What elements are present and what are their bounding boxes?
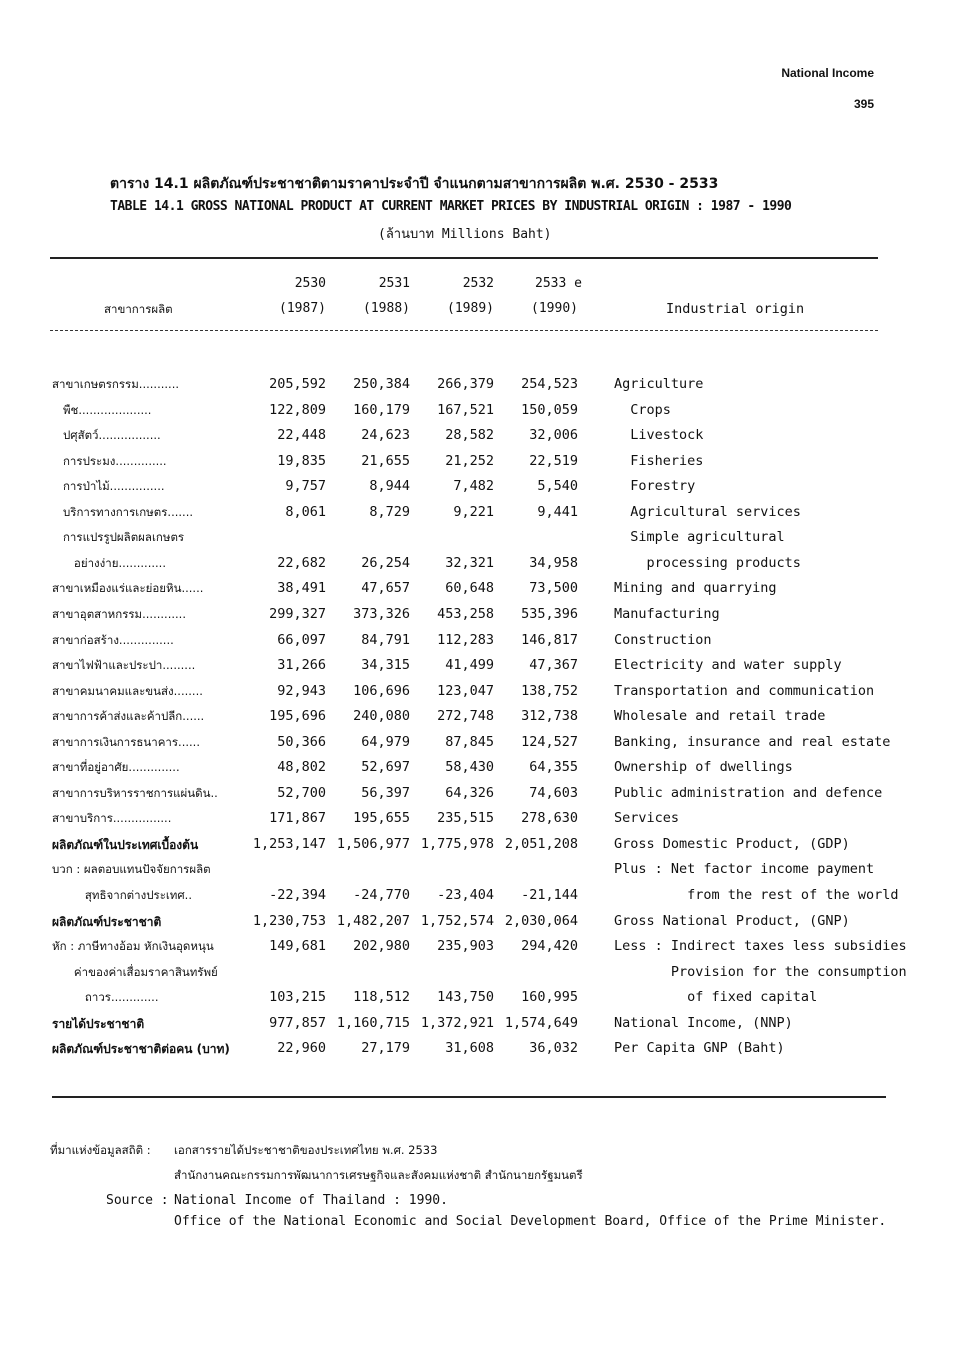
cell-value-4: 1,574,649 xyxy=(504,1014,578,1031)
row-label-thai: การป่าไม้............... xyxy=(52,479,165,494)
year-en-1: (1987) xyxy=(279,301,326,316)
cell-value-1: 50,366 xyxy=(277,733,326,750)
row-label-english: Fisheries xyxy=(614,452,704,469)
row-label-english: Plus : Net factor income payment xyxy=(614,861,875,878)
cell-value-1: 92,943 xyxy=(277,682,326,699)
row-label-thai: สาขาบริการ................ xyxy=(52,811,172,826)
cell-value-4: 294,420 xyxy=(521,938,578,955)
table-row xyxy=(0,683,966,708)
cell-value-3: 58,430 xyxy=(445,759,494,776)
cell-value-4: 64,355 xyxy=(529,759,578,776)
row-label-thai: บริการทางการเกษตร....... xyxy=(52,504,193,519)
row-label-english: from the rest of the world xyxy=(614,887,899,903)
table-row xyxy=(0,606,966,631)
cell-value-2: 21,655 xyxy=(361,452,410,469)
row-label-english: Services xyxy=(614,810,680,827)
cell-value-3: 235,515 xyxy=(437,810,494,827)
row-label-english: Agricultural services xyxy=(614,503,801,520)
cell-value-3: 7,482 xyxy=(453,478,494,495)
cell-value-2: 1,506,977 xyxy=(336,835,410,852)
row-label-thai: ค่าของค่าเสื่อมราคาสินทรัพย์ xyxy=(52,964,218,979)
row-label-thai: การแปรรูปผลิตผลเกษตร xyxy=(52,530,185,545)
row-label-thai: สาขาเหมืองแร่และย่อยหิน...... xyxy=(52,581,204,596)
table-row xyxy=(0,1040,966,1065)
source-thai xyxy=(50,1142,438,1160)
cell-value-3: 235,903 xyxy=(437,938,494,955)
year-th-2: 2531 xyxy=(378,276,410,291)
row-label-english: Crops xyxy=(614,401,671,418)
row-label-thai: สาขาการบริหารราชการแผ่นดิน.. xyxy=(52,785,218,800)
year-en-3: (1989) xyxy=(447,301,494,316)
cell-value-4: 146,817 xyxy=(521,631,578,648)
row-label-english: Construction xyxy=(614,631,712,648)
cell-value-4: 22,519 xyxy=(529,452,578,469)
cell-value-2: 8,944 xyxy=(369,478,410,495)
cell-value-1: 31,266 xyxy=(277,657,326,674)
cell-value-2: 250,384 xyxy=(353,376,410,392)
table-row xyxy=(0,836,966,861)
table-row xyxy=(0,759,966,784)
table-row xyxy=(0,427,966,452)
cell-value-3: 143,750 xyxy=(437,989,494,1006)
cell-value-3: 1,752,574 xyxy=(420,912,494,929)
row-label-thai: ถาวร............. xyxy=(52,990,159,1005)
source-english-line2: Office of the National Economic and Social Development Board, Office of the Prime Minister. xyxy=(174,1214,887,1229)
year-th-3: 2532 xyxy=(462,276,494,291)
row-label-english: Public administration and defence xyxy=(614,784,883,801)
row-label-thai: สาขาก่อสร้าง............... xyxy=(52,632,174,647)
cell-value-3: 453,258 xyxy=(437,605,494,622)
cell-value-4: 32,006 xyxy=(529,427,578,444)
row-label-thai: สาขาที่อยู่อาศัย.............. xyxy=(52,760,180,775)
row-label-english: Wholesale and retail trade xyxy=(614,708,826,725)
row-label-thai: สาขาไฟฟ้าและประปา......... xyxy=(52,658,196,673)
source-english-label: Source : xyxy=(106,1193,169,1208)
table-row xyxy=(0,938,966,963)
cell-value-1: 38,491 xyxy=(277,580,326,597)
cell-value-4: 73,500 xyxy=(529,580,578,597)
cell-value-3: 21,252 xyxy=(445,452,494,469)
table-row xyxy=(0,810,966,835)
row-label-english: of fixed capital xyxy=(614,989,818,1006)
row-label-thai: ผลิตภัณฑ์ประชาชาติต่อคน (บาท) xyxy=(52,1042,230,1057)
row-label-english: National Income, (NNP) xyxy=(614,1014,793,1031)
cell-value-4: 138,752 xyxy=(521,682,578,699)
cell-value-1: 8,061 xyxy=(285,503,326,520)
cell-value-2: 8,729 xyxy=(369,503,410,520)
table-row xyxy=(0,504,966,529)
cell-value-4: 312,738 xyxy=(521,708,578,725)
row-label-thai: สาขาคมนาคมและขนส่ง........ xyxy=(52,683,203,698)
source-thai-label: ที่มาแห่งข้อมูลสถิติ : xyxy=(50,1143,151,1157)
page-number: 395 xyxy=(853,97,874,111)
cell-value-3: 1,775,978 xyxy=(420,835,494,852)
cell-value-1: 52,700 xyxy=(277,784,326,801)
cell-value-1: 1,253,147 xyxy=(252,835,326,852)
row-label-english: Less : Indirect taxes less subsidies xyxy=(614,938,907,955)
cell-value-1: 1,230,753 xyxy=(252,912,326,929)
top-rule xyxy=(50,257,878,259)
cell-value-2: 47,657 xyxy=(361,580,410,597)
table-unit: (ล้านบาท Millions Baht) xyxy=(378,227,552,242)
cell-value-1: 48,802 xyxy=(277,759,326,776)
cell-value-4: 2,051,208 xyxy=(504,835,578,852)
cell-value-2: 373,326 xyxy=(353,605,410,622)
row-label-thai: หัก : ภาษีทางอ้อม หักเงินอุดหนุน xyxy=(52,939,214,954)
row-label-thai: บวก : ผลตอบแทนปัจจัยการผลิต xyxy=(52,862,211,877)
table-row xyxy=(0,708,966,733)
cell-value-3: 32,321 xyxy=(445,554,494,571)
table-row xyxy=(0,964,966,989)
cell-value-2: 160,179 xyxy=(353,401,410,418)
cell-value-2: 118,512 xyxy=(353,989,410,1006)
table-row xyxy=(0,989,966,1014)
cell-value-2: 106,696 xyxy=(353,682,410,699)
cell-value-4: 5,540 xyxy=(537,478,578,495)
year-en-4: (1990) xyxy=(531,301,578,316)
cell-value-1: 22,448 xyxy=(277,427,326,444)
row-label-english: Electricity and water supply xyxy=(614,657,842,674)
cell-value-4: 124,527 xyxy=(521,733,578,750)
col-header-english: Industrial origin xyxy=(666,301,805,317)
cell-value-2: 1,160,715 xyxy=(336,1014,410,1031)
cell-value-1: 22,960 xyxy=(277,1040,326,1057)
table-row xyxy=(0,555,966,580)
cell-value-4: 535,396 xyxy=(521,605,578,622)
cell-value-3: 266,379 xyxy=(437,376,494,392)
row-label-english: Provision for the consumption xyxy=(614,963,907,980)
col-header-thai: สาขาการผลิต xyxy=(104,302,173,316)
cell-value-1: 19,835 xyxy=(277,452,326,469)
table-row xyxy=(0,453,966,478)
row-label-english: Manufacturing xyxy=(614,605,720,622)
cell-value-3: -23,404 xyxy=(437,887,494,903)
cell-value-1: 977,857 xyxy=(269,1014,326,1031)
cell-value-1: -22,394 xyxy=(269,887,326,903)
cell-value-4: 9,441 xyxy=(537,503,578,520)
row-label-thai: สาขาการเงินการธนาคาร...... xyxy=(52,734,200,749)
cell-value-4: 34,958 xyxy=(529,554,578,571)
cell-value-3: 87,845 xyxy=(445,733,494,750)
cell-value-2: 84,791 xyxy=(361,631,410,648)
cell-value-4: 74,603 xyxy=(529,784,578,801)
year-en-2: (1988) xyxy=(363,301,410,316)
row-label-thai: สาขาเกษตรกรรม........... xyxy=(52,377,180,391)
table-row xyxy=(0,402,966,427)
row-label-english: Agriculture xyxy=(614,376,704,392)
row-label-thai: รายได้ประชาชาติ xyxy=(52,1016,145,1031)
cell-value-3: 112,283 xyxy=(437,631,494,648)
row-label-thai: พืช.................... xyxy=(52,402,152,417)
cell-value-3: 9,221 xyxy=(453,503,494,520)
cell-value-2: 202,980 xyxy=(353,938,410,955)
cell-value-2: 26,254 xyxy=(361,554,410,571)
cell-value-3: 60,648 xyxy=(445,580,494,597)
cell-value-1: 103,215 xyxy=(269,989,326,1006)
row-label-thai: ผลิตภัณฑ์ในประเทศเบื้องต้น xyxy=(52,837,199,852)
row-label-thai: ปศุสัตว์................. xyxy=(52,428,161,443)
cell-value-2: 240,080 xyxy=(353,708,410,725)
cell-value-2: 195,655 xyxy=(353,810,410,827)
table-row xyxy=(0,734,966,759)
cell-value-1: 171,867 xyxy=(269,810,326,827)
table-row xyxy=(0,657,966,682)
cell-value-3: 64,326 xyxy=(445,784,494,801)
table-row xyxy=(0,861,966,886)
cell-value-2: 56,397 xyxy=(361,784,410,801)
table-row xyxy=(0,632,966,657)
cell-value-1: 195,696 xyxy=(269,708,326,725)
cell-value-4: 150,059 xyxy=(521,401,578,418)
cell-value-4: 254,523 xyxy=(521,376,578,392)
cell-value-3: 41,499 xyxy=(445,657,494,674)
row-label-english: Ownership of dwellings xyxy=(614,759,793,776)
table-row xyxy=(0,529,966,554)
row-label-english: processing products xyxy=(614,554,801,571)
table-row xyxy=(0,376,966,401)
cell-value-2: -24,770 xyxy=(353,887,410,903)
cell-value-1: 22,682 xyxy=(277,554,326,571)
cell-value-2: 1,482,207 xyxy=(336,912,410,929)
row-label-english: Gross Domestic Product, (GDP) xyxy=(614,835,850,852)
row-label-english: Transportation and communication xyxy=(614,682,875,699)
row-label-english: Mining and quarrying xyxy=(614,580,777,597)
cell-value-4: -21,144 xyxy=(521,887,578,903)
table-row xyxy=(0,785,966,810)
row-label-thai: ผลิตภัณฑ์ประชาชาติ xyxy=(52,914,162,929)
cell-value-1: 205,592 xyxy=(269,376,326,392)
table-row xyxy=(0,887,966,912)
row-label-english: Simple agricultural xyxy=(614,529,785,546)
cell-value-1: 66,097 xyxy=(277,631,326,648)
cell-value-2: 24,623 xyxy=(361,427,410,444)
cell-value-2: 64,979 xyxy=(361,733,410,750)
row-label-english: Forestry xyxy=(614,478,696,495)
row-label-english: Banking, insurance and real estate xyxy=(614,733,891,750)
row-label-thai: สาขาการค้าส่งและค้าปลีก...... xyxy=(52,709,205,724)
table-row xyxy=(0,580,966,605)
cell-value-3: 31,608 xyxy=(445,1040,494,1057)
source-thai-line2-wrap xyxy=(174,1167,583,1185)
row-label-thai: การประมง.............. xyxy=(52,453,167,468)
running-header: National Income xyxy=(781,66,874,80)
cell-value-2: 34,315 xyxy=(361,657,410,674)
table-row xyxy=(0,478,966,503)
row-label-thai: อย่างง่าย............. xyxy=(52,555,166,570)
cell-value-1: 299,327 xyxy=(269,605,326,622)
row-label-english: Per Capita GNP (Baht) xyxy=(614,1040,785,1057)
cell-value-3: 272,748 xyxy=(437,708,494,725)
table-title-thai: ตาราง 14.1 ผลิตภัณฑ์ประชาชาติตามราคาประจำปี จำแนกตามสาขาการผลิต พ.ศ. 2530 - 2533 xyxy=(110,176,719,192)
cell-value-1: 9,757 xyxy=(285,478,326,495)
cell-value-2: 52,697 xyxy=(361,759,410,776)
source-english-line1: National Income of Thailand : 1990. xyxy=(174,1193,448,1208)
cell-value-4: 278,630 xyxy=(521,810,578,827)
cell-value-3: 28,582 xyxy=(445,427,494,444)
table-title-english: TABLE 14.1 GROSS NATIONAL PRODUCT AT CURRENT MARKET PRICES BY INDUSTRIAL ORIGIN : 1987 - 1990 xyxy=(110,199,792,214)
cell-value-1: 149,681 xyxy=(269,938,326,955)
row-label-english: Livestock xyxy=(614,427,704,444)
row-label-english: Gross National Product, (GNP) xyxy=(614,912,850,929)
source-thai-line1: เอกสารรายได้ประชาชาติของประเทศไทย พ.ศ. 2533 xyxy=(174,1143,438,1157)
year-th-1: 2530 xyxy=(294,276,326,291)
cell-value-4: 160,995 xyxy=(521,989,578,1006)
cell-value-1: 122,809 xyxy=(269,401,326,418)
row-label-thai: สุทธิจากต่างประเทศ.. xyxy=(52,888,192,902)
cell-value-3: 1,372,921 xyxy=(420,1014,494,1031)
cell-value-2: 27,179 xyxy=(361,1040,410,1057)
year-th-4: 2533 e xyxy=(535,276,582,291)
source-thai-line2: สำนักงานคณะกรรมการพัฒนาการเศรษฐกิจและสังคมแห่งชาติ สำนักนายกรัฐมนตรี xyxy=(174,1168,583,1182)
bottom-rule xyxy=(52,1096,886,1098)
table-row xyxy=(0,1015,966,1040)
cell-value-3: 123,047 xyxy=(437,682,494,699)
row-label-thai: สาขาอุตสาหกรรม............ xyxy=(52,606,186,621)
cell-value-4: 47,367 xyxy=(529,657,578,674)
table-row xyxy=(0,913,966,938)
header-rule xyxy=(50,330,878,331)
cell-value-4: 2,030,064 xyxy=(504,912,578,929)
cell-value-4: 36,032 xyxy=(529,1040,578,1057)
cell-value-3: 167,521 xyxy=(437,401,494,418)
